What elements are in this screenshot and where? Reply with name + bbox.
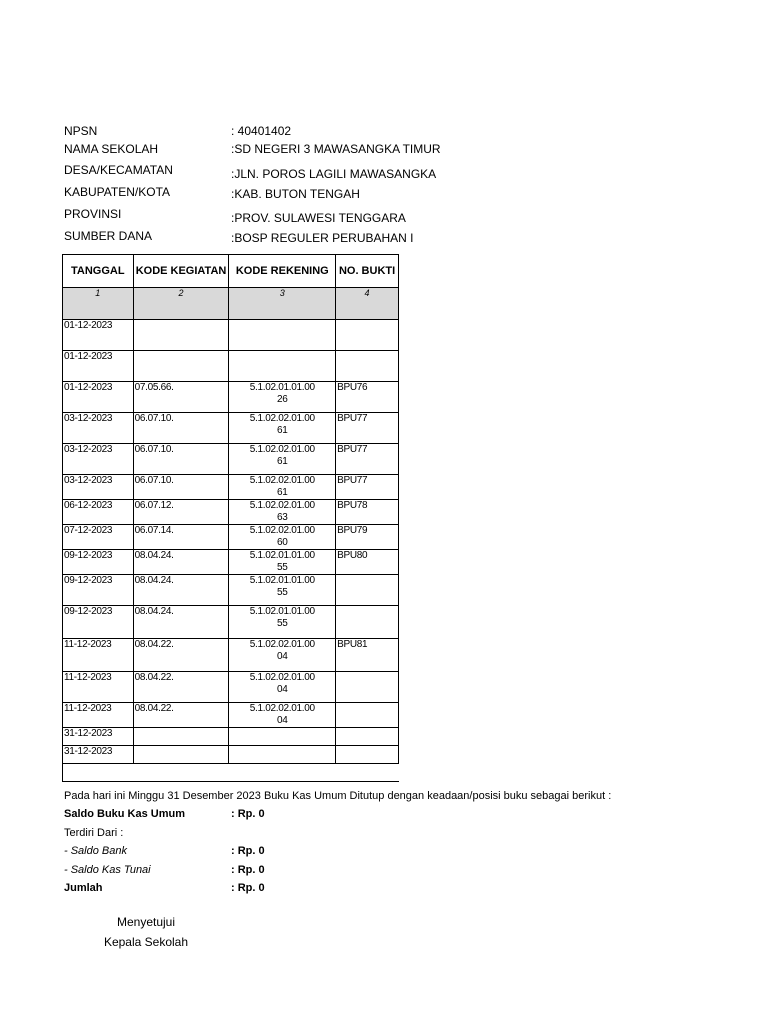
table-row <box>63 550 399 575</box>
cell-tanggal-text: 09-12-2023 <box>64 606 113 617</box>
cell-kode-kegiatan <box>133 672 229 703</box>
table-row-empty <box>63 764 399 782</box>
cell-kode-rekening <box>229 550 336 575</box>
cell-kode-rekening-text: 26 <box>277 394 288 405</box>
cell-kode-rekening <box>229 500 336 525</box>
cell-kode-rekening-text: 5.1.02.02.01.00 <box>249 672 315 683</box>
cell-kode-kegiatan <box>133 525 229 550</box>
cell-kode-rekening-text: 5.1.02.02.01.00 <box>249 525 315 536</box>
cell-kode-rekening <box>229 575 336 606</box>
cell-kode-kegiatan-text: 08.04.24. <box>134 575 174 586</box>
cell-kode-rekening <box>229 746 336 764</box>
cell-tanggal <box>63 320 134 351</box>
saldo-tunai-row <box>64 864 265 876</box>
info-label: NPSN <box>64 124 98 138</box>
cell-kode-rekening-text: 5.1.02.01.01.00 <box>249 550 315 561</box>
cell-kode-kegiatan-text: 06.07.10. <box>134 475 174 486</box>
cell-kode-rekening <box>229 672 336 703</box>
saldo-bank-value: : Rp. 0 <box>231 845 265 857</box>
saldo-bku-label: Saldo Buku Kas Umum <box>64 808 186 820</box>
cell-kode-kegiatan-text: 07.05.66. <box>134 382 174 393</box>
closing-text: Pada hari ini Minggu 31 Desember 2023 Buku Kas Umum Ditutup dengan keadaan/posisi buku sebagai berikut : <box>64 790 612 802</box>
table-row <box>63 500 399 525</box>
cell-kode-kegiatan <box>133 575 229 606</box>
empty-cell <box>63 764 399 782</box>
cell-no-bukti-text: BPU78 <box>337 500 368 511</box>
table-row <box>63 606 399 639</box>
cell-kode-kegiatan <box>133 728 229 746</box>
cell-tanggal-text: 01-12-2023 <box>64 320 113 331</box>
jumlah-row <box>64 882 265 894</box>
info-value: :PROV. SULAWESI TENGGARA <box>231 211 406 225</box>
cell-tanggal-text: 11-12-2023 <box>64 672 112 683</box>
table-row <box>63 639 399 672</box>
table-row <box>63 320 399 351</box>
cell-kode-rekening-text: 5.1.02.02.01.00 <box>249 444 315 455</box>
cell-tanggal-text: 03-12-2023 <box>64 444 113 455</box>
cell-kode-kegiatan <box>133 475 229 500</box>
col-kode-rekening: KODE REKENING <box>229 255 336 288</box>
cell-tanggal-text: 07-12-2023 <box>64 525 113 536</box>
cell-kode-kegiatan <box>133 351 229 382</box>
signature-approve: Menyetujui <box>116 915 176 929</box>
cell-kode-rekening-text: 04 <box>277 684 288 695</box>
col-tanggal: TANGGAL <box>63 255 134 288</box>
cell-kode-rekening-text: 04 <box>277 651 288 662</box>
cell-kode-kegiatan <box>133 606 229 639</box>
cell-kode-rekening <box>229 606 336 639</box>
cell-tanggal-text: 11-12-2023 <box>64 703 112 714</box>
cell-tanggal <box>63 746 134 764</box>
column-number-row <box>63 288 399 320</box>
jumlah-label: Jumlah <box>64 882 103 894</box>
cell-tanggal <box>63 550 134 575</box>
cell-tanggal <box>63 382 134 413</box>
cell-tanggal-text: 31-12-2023 <box>64 728 113 739</box>
cell-kode-kegiatan <box>133 413 229 444</box>
saldo-tunai-label: - Saldo Kas Tunai <box>64 864 151 876</box>
col-number: 1 <box>63 288 134 320</box>
cell-tanggal-text: 09-12-2023 <box>64 550 113 561</box>
cell-tanggal <box>63 728 134 746</box>
cell-no-bukti <box>336 728 399 746</box>
cell-no-bukti <box>336 672 399 703</box>
cell-kode-rekening-text: 5.1.02.02.01.00 <box>249 703 315 714</box>
cell-kode-rekening-text: 5.1.02.01.01.00 <box>249 382 315 393</box>
saldo-bku-value: : Rp. 0 <box>231 808 265 820</box>
cell-kode-kegiatan <box>133 703 229 728</box>
cell-no-bukti <box>336 444 399 475</box>
cell-tanggal-text: 06-12-2023 <box>64 500 113 511</box>
cell-kode-rekening-text: 61 <box>277 425 288 436</box>
table-row <box>63 575 399 606</box>
cell-no-bukti <box>336 746 399 764</box>
cell-no-bukti-text: BPU80 <box>337 550 368 561</box>
cell-tanggal-text: 31-12-2023 <box>64 746 113 757</box>
cell-kode-kegiatan-text: 08.04.22. <box>134 703 174 714</box>
cell-no-bukti <box>336 525 399 550</box>
cell-no-bukti <box>336 351 399 382</box>
table-row <box>63 444 399 475</box>
cell-kode-kegiatan <box>133 639 229 672</box>
cell-no-bukti <box>336 703 399 728</box>
info-value: :BOSP REGULER PERUBAHAN I <box>231 231 414 245</box>
cell-tanggal <box>63 475 134 500</box>
cell-kode-kegiatan-text: 06.07.10. <box>134 444 174 455</box>
cell-kode-rekening-text: 63 <box>277 512 288 523</box>
table-row <box>63 351 399 382</box>
cell-kode-kegiatan <box>133 382 229 413</box>
cell-kode-rekening-text: 55 <box>277 618 288 629</box>
col-number: 3 <box>229 288 336 320</box>
col-number: 2 <box>133 288 229 320</box>
cell-tanggal-text: 03-12-2023 <box>64 475 113 486</box>
info-label: SUMBER DANA <box>64 229 153 243</box>
cell-kode-rekening <box>229 444 336 475</box>
cell-kode-rekening-text: 5.1.02.02.01.00 <box>249 475 315 486</box>
cell-kode-kegiatan-text: 08.04.22. <box>134 639 174 650</box>
cell-kode-rekening <box>229 728 336 746</box>
cell-kode-kegiatan <box>133 500 229 525</box>
info-label: KABUPATEN/KOTA <box>64 185 171 199</box>
cell-no-bukti-text: BPU77 <box>337 444 368 455</box>
table-row <box>63 672 399 703</box>
cell-kode-rekening-text: 55 <box>277 587 288 598</box>
cell-kode-rekening <box>229 382 336 413</box>
cell-kode-kegiatan <box>133 550 229 575</box>
cell-tanggal <box>63 444 134 475</box>
info-value: :SD NEGERI 3 MAWASANGKA TIMUR <box>231 142 441 156</box>
cell-kode-rekening-text: 5.1.02.02.01.00 <box>249 639 315 650</box>
saldo-bku-row <box>64 808 265 820</box>
cell-kode-rekening-text: 55 <box>277 562 288 573</box>
cell-kode-kegiatan-text: 06.07.12. <box>134 500 174 511</box>
info-value: :JLN. POROS LAGILI MAWASANGKA <box>231 167 437 181</box>
cell-tanggal <box>63 500 134 525</box>
cell-tanggal-text: 03-12-2023 <box>64 413 113 424</box>
cell-no-bukti <box>336 575 399 606</box>
table-header-row <box>63 255 399 288</box>
info-value: : 40401402 <box>231 124 292 138</box>
cell-tanggal <box>63 639 134 672</box>
cell-kode-rekening <box>229 320 336 351</box>
cell-kode-rekening-text: 60 <box>277 537 288 548</box>
cell-kode-rekening-text: 5.1.02.01.01.00 <box>249 575 315 586</box>
cell-kode-kegiatan-text: 08.04.24. <box>134 606 174 617</box>
cell-kode-kegiatan-text: 08.04.24. <box>134 550 174 561</box>
table-row <box>63 382 399 413</box>
cell-no-bukti-text: BPU77 <box>337 475 368 486</box>
cell-no-bukti <box>336 639 399 672</box>
cell-no-bukti <box>336 606 399 639</box>
cell-kode-rekening-text: 5.1.02.01.01.00 <box>249 606 315 617</box>
cell-no-bukti <box>336 413 399 444</box>
table-row <box>63 525 399 550</box>
info-label: NAMA SEKOLAH <box>64 142 159 156</box>
cell-kode-rekening-text: 5.1.02.02.01.00 <box>249 500 315 511</box>
col-number: 4 <box>336 288 399 320</box>
cell-no-bukti <box>336 550 399 575</box>
cell-tanggal-text: 01-12-2023 <box>64 351 113 362</box>
col-no-bukti: NO. BUKTI <box>336 255 399 288</box>
info-label: DESA/KECAMATAN <box>64 163 173 177</box>
saldo-bank-row <box>64 845 265 857</box>
table-row <box>63 728 399 746</box>
col-kode-kegiatan: KODE KEGIATAN <box>133 255 229 288</box>
cell-no-bukti <box>336 500 399 525</box>
cell-kode-rekening-text: 61 <box>277 487 288 498</box>
signature-title: Kepala Sekolah <box>103 935 189 949</box>
cell-no-bukti-text: BPU77 <box>337 413 368 424</box>
cell-tanggal-text: 01-12-2023 <box>64 382 113 393</box>
cell-no-bukti <box>336 320 399 351</box>
cell-kode-rekening <box>229 525 336 550</box>
cell-tanggal <box>63 413 134 444</box>
cell-no-bukti-text: BPU81 <box>337 639 368 650</box>
cell-kode-kegiatan <box>133 746 229 764</box>
cell-tanggal-text: 09-12-2023 <box>64 575 113 586</box>
cell-tanggal <box>63 672 134 703</box>
terdiri-label: Terdiri Dari : <box>64 827 124 839</box>
cell-kode-rekening <box>229 639 336 672</box>
table-row <box>63 703 399 728</box>
cell-tanggal <box>63 606 134 639</box>
table-row <box>63 413 399 444</box>
cell-kode-kegiatan-text: 06.07.10. <box>134 413 174 424</box>
cell-kode-rekening-text: 5.1.02.02.01.00 <box>249 413 315 424</box>
cell-tanggal <box>63 351 134 382</box>
cell-no-bukti <box>336 382 399 413</box>
cell-kode-rekening-text: 61 <box>277 456 288 467</box>
table-row <box>63 746 399 764</box>
table-row <box>63 475 399 500</box>
cell-no-bukti <box>336 475 399 500</box>
cell-kode-rekening <box>229 475 336 500</box>
cell-kode-rekening <box>229 413 336 444</box>
bku-table <box>62 254 399 782</box>
info-value: :KAB. BUTON TENGAH <box>231 187 360 201</box>
cell-tanggal <box>63 525 134 550</box>
jumlah-value: : Rp. 0 <box>231 882 265 894</box>
saldo-bank-label: - Saldo Bank <box>64 845 127 857</box>
cell-kode-kegiatan-text: 08.04.22. <box>134 672 174 683</box>
cell-kode-rekening <box>229 351 336 382</box>
cell-kode-rekening <box>229 703 336 728</box>
info-label: PROVINSI <box>64 207 122 221</box>
cell-kode-rekening-text: 04 <box>277 715 288 726</box>
saldo-tunai-value: : Rp. 0 <box>231 864 265 876</box>
cell-tanggal-text: 11-12-2023 <box>64 639 112 650</box>
cell-kode-kegiatan <box>133 444 229 475</box>
cell-kode-kegiatan <box>133 320 229 351</box>
cell-tanggal <box>63 575 134 606</box>
cell-tanggal <box>63 703 134 728</box>
cell-no-bukti-text: BPU76 <box>337 382 368 393</box>
cell-kode-kegiatan-text: 06.07.14. <box>134 525 174 536</box>
cell-no-bukti-text: BPU79 <box>337 525 368 536</box>
